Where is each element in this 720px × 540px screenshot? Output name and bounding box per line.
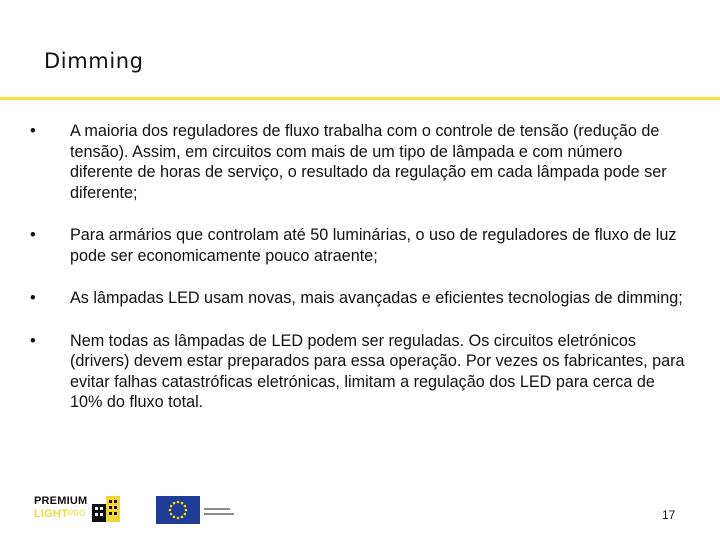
logo-light-text: LIGHT	[34, 508, 68, 520]
bullet-text: A maioria dos reguladores de fluxo trabalha com o controle de tensão (redução de tensão). Assim, em circuitos com mais de um tipo de lâmpada e com número diferente de horas de serviço, o resultado da regulação em cada lâmpada pode ser diferente;	[70, 122, 667, 202]
bullet-item	[28, 121, 688, 203]
page-number: 17	[662, 508, 676, 522]
eu-funding-logo	[156, 496, 236, 524]
bullet-text: As lâmpadas LED usam novas, mais avançadas e eficientes tecnologias de dimming;	[70, 289, 683, 307]
bullet-item	[28, 331, 688, 413]
bullet-item	[28, 288, 688, 309]
bullet-list	[28, 121, 688, 413]
eu-flag-icon	[156, 496, 200, 524]
eu-program-text-lines	[204, 508, 244, 518]
logo-premium-text: PREMIUM	[34, 495, 88, 507]
bullet-marker: •	[30, 331, 36, 350]
bullet-marker: •	[30, 289, 36, 307]
premium-light-pro-logo	[32, 493, 128, 525]
title-divider	[0, 97, 720, 100]
logo-pro-text: PRO	[68, 509, 86, 518]
bullet-text: Para armários que controlam até 50 luminárias, o uso de reguladores de fluxo de luz pode ser economicamente pouco atraente;	[70, 226, 677, 265]
bullet-marker: •	[30, 122, 36, 140]
building-lamp-icon	[90, 494, 124, 529]
bullet-marker: •	[30, 226, 36, 244]
bullet-text: Nem todas as lâmpadas de LED podem ser reguladas. Os circuitos eletrónicos (drivers) devem estar preparados para essa operação. Por vezes os fabricantes, para evitar falhas catastróficas eletrónicas, limitam a regulação dos LED para cerca de 10% do fluxo total.	[70, 331, 685, 411]
bullet-item	[28, 225, 688, 266]
slide-title: Dimming	[44, 49, 144, 73]
